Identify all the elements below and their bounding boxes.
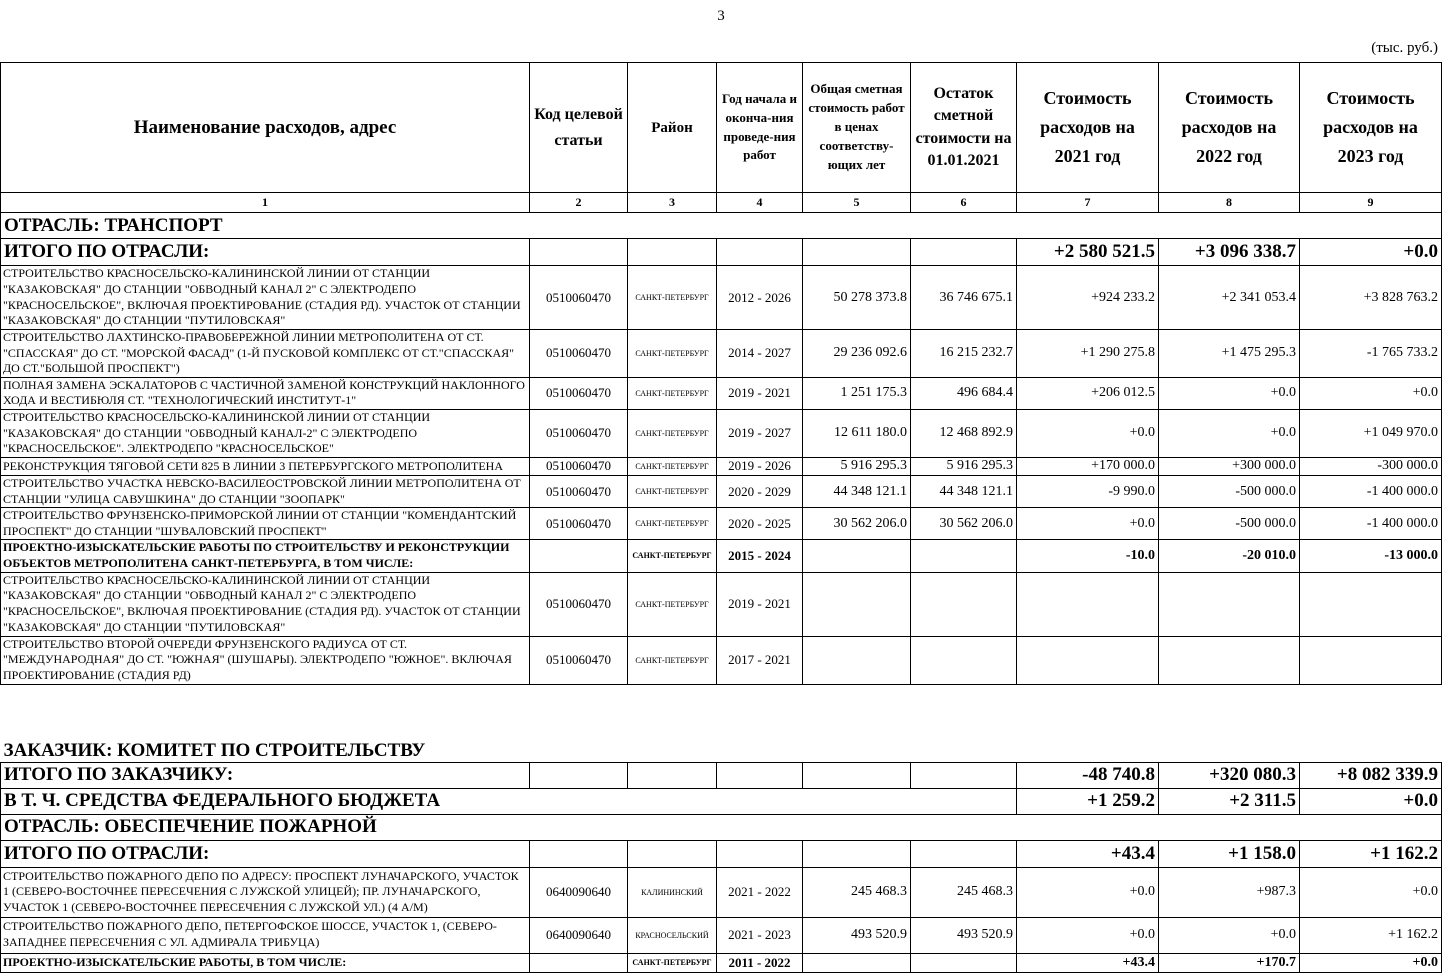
federal-label: В Т. Ч. СРЕДСТВА ФЕДЕРАЛЬНОГО БЮДЖЕТА	[1, 788, 1017, 814]
federal-row	[1, 788, 1442, 814]
pir-years: 2015 - 2024	[717, 540, 803, 572]
row-district: КРАСНОСЕЛЬСКИЙ	[628, 917, 717, 953]
table-row	[1, 409, 1442, 457]
customer-total-row	[1, 762, 1442, 788]
row-cost-2022: +987.3	[1159, 867, 1300, 917]
total-2022: +3 096 338.7	[1159, 239, 1300, 266]
customer-title: ЗАКАЗЧИК: КОМИТЕТ ПО СТРОИТЕЛЬСТВУ	[1, 684, 1442, 762]
row-years: 2021 - 2023	[717, 917, 803, 953]
row-district: САНКТ-ПЕТЕРБУРГ	[628, 266, 717, 330]
table-row	[1, 457, 1442, 475]
pir-2023: -13 000.0	[1300, 540, 1442, 572]
row-cost-2022: +0.0	[1159, 917, 1300, 953]
header-row	[1, 63, 1442, 193]
pir-fire-2022: +170.7	[1159, 953, 1300, 972]
row-cost-2023: -300 000.0	[1300, 457, 1442, 475]
col-2021-header: Стоимость расходов на 2021 год	[1017, 63, 1159, 193]
row-name: СТРОИТЕЛЬСТВО ВТОРОЙ ОЧЕРЕДИ ФРУНЗЕНСКОГО РАДИУСА ОТ СТ. "МЕЖДУНАРОДНАЯ" ДО СТ. "ЮЖНАЯ" (ШУШАРЫ). ЭЛЕКТРОДЕПО "ЮЖНОЕ". ВКЛЮЧАЯ ПРОЕКТИРОВАНИЕ (СТАДИЯ РД)	[1, 636, 530, 684]
table-row	[1, 917, 1442, 953]
row-district: КАЛИНИНСКИЙ	[628, 867, 717, 917]
federal-2022: +2 311.5	[1159, 788, 1300, 814]
total-2023: +0.0	[1300, 239, 1442, 266]
row-name: СТРОИТЕЛЬСТВО КРАСНОСЕЛЬСКО-КАЛИНИНСКОЙ ЛИНИИ ОТ СТАНЦИИ "КАЗАКОВСКАЯ" ДО СТАНЦИИ "ОБВОДНЫЙ КАНАЛ-2" С ЭЛЕКТРОДЕПО "КРАСНОСЕЛЬСКОЕ". ЭЛЕКТРОДЕПО "КРАСНОСЕЛЬСКОЕ"	[1, 409, 530, 457]
row-remaining-cost: 12 468 892.9	[911, 409, 1017, 457]
table-row	[1, 636, 1442, 684]
row-district: САНКТ-ПЕТЕРБУРГ	[628, 636, 717, 684]
row-district: САНКТ-ПЕТЕРБУРГ	[628, 572, 717, 636]
customer-total-2021: -48 740.8	[1017, 762, 1159, 788]
row-cost-2021	[1017, 636, 1159, 684]
row-years: 2019 - 2021	[717, 572, 803, 636]
row-total-cost: 29 236 092.6	[803, 330, 911, 378]
table-row	[1, 330, 1442, 378]
fire-total-label: ИТОГО ПО ОТРАСЛИ:	[1, 840, 530, 867]
row-cost-2023	[1300, 636, 1442, 684]
fire-total-row	[1, 840, 1442, 867]
row-cost-2022: +1 475 295.3	[1159, 330, 1300, 378]
row-total-cost: 44 348 121.1	[803, 475, 911, 507]
row-district: САНКТ-ПЕТЕРБУРГ	[628, 330, 717, 378]
fire-total-2023: +1 162.2	[1300, 840, 1442, 867]
row-code: 0640090640	[530, 867, 628, 917]
pir-2022: -20 010.0	[1159, 540, 1300, 572]
federal-2023: +0.0	[1300, 788, 1442, 814]
row-cost-2023: -1 400 000.0	[1300, 508, 1442, 540]
customer-total-2023: +8 082 339.9	[1300, 762, 1442, 788]
col-number: 7	[1017, 193, 1159, 213]
federal-2021: +1 259.2	[1017, 788, 1159, 814]
row-cost-2021: +0.0	[1017, 409, 1159, 457]
row-years: 2019 - 2026	[717, 457, 803, 475]
row-remaining-cost: 493 520.9	[911, 917, 1017, 953]
row-code: 0510060470	[530, 475, 628, 507]
section-row	[1, 814, 1442, 840]
row-years: 2020 - 2025	[717, 508, 803, 540]
col-2022-header: Стоимость расходов на 2022 год	[1159, 63, 1300, 193]
row-cost-2022: -500 000.0	[1159, 508, 1300, 540]
col-rest-header: Остаток сметной стоимости на 01.01.2021	[911, 63, 1017, 193]
row-cost-2021: +924 233.2	[1017, 266, 1159, 330]
section-transport-title: ОТРАСЛЬ: ТРАНСПОРТ	[1, 213, 1442, 239]
section-fire-title: ОТРАСЛЬ: ОБЕСПЕЧЕНИЕ ПОЖАРНОЙ	[1, 814, 1442, 840]
row-cost-2023: +3 828 763.2	[1300, 266, 1442, 330]
budget-table	[0, 62, 1442, 973]
row-code: 0510060470	[530, 572, 628, 636]
total-label: ИТОГО ПО ОТРАСЛИ:	[1, 239, 530, 266]
row-cost-2023: -1 765 733.2	[1300, 330, 1442, 378]
col-total-header: Общая сметная стоимость работ в ценах соответству-ющих лет	[803, 63, 911, 193]
row-district: САНКТ-ПЕТЕРБУРГ	[628, 508, 717, 540]
row-code: 0510060470	[530, 636, 628, 684]
pir-district: САНКТ-ПЕТЕРБУРГ	[628, 540, 717, 572]
col-number: 4	[717, 193, 803, 213]
row-remaining-cost: 245 468.3	[911, 867, 1017, 917]
pir-fire-row	[1, 953, 1442, 972]
row-cost-2021: +1 290 275.8	[1017, 330, 1159, 378]
pir-fire-years: 2011 - 2022	[717, 953, 803, 972]
table-row	[1, 867, 1442, 917]
row-cost-2022: +0.0	[1159, 409, 1300, 457]
customer-total-2022: +320 080.3	[1159, 762, 1300, 788]
row-remaining-cost: 496 684.4	[911, 377, 1017, 409]
row-district: САНКТ-ПЕТЕРБУРГ	[628, 475, 717, 507]
col-number: 8	[1159, 193, 1300, 213]
row-cost-2023	[1300, 572, 1442, 636]
row-code: 0510060470	[530, 377, 628, 409]
pir-fire-name: ПРОЕКТНО-ИЗЫСКАТЕЛЬСКИЕ РАБОТЫ, В ТОМ ЧИСЛЕ:	[1, 953, 530, 972]
pir-fire-2023: +0.0	[1300, 953, 1442, 972]
row-name: РЕКОНСТРУКЦИЯ ТЯГОВОЙ СЕТИ 825 В ЛИНИИ 3 ПЕТЕРБУРГСКОГО МЕТРОПОЛИТЕНА	[1, 457, 530, 475]
row-code: 0510060470	[530, 330, 628, 378]
row-remaining-cost: 30 562 206.0	[911, 508, 1017, 540]
row-remaining-cost	[911, 572, 1017, 636]
row-years: 2021 - 2022	[717, 867, 803, 917]
row-code: 0640090640	[530, 917, 628, 953]
units-label: (тыс. руб.)	[1371, 40, 1438, 56]
table-row	[1, 508, 1442, 540]
row-total-cost: 1 251 175.3	[803, 377, 911, 409]
column-numbers-row	[1, 193, 1442, 213]
col-name-header: Наименование расходов, адрес	[1, 63, 530, 193]
page-number: 3	[717, 8, 725, 24]
pir-row	[1, 540, 1442, 572]
table-row	[1, 266, 1442, 330]
row-code: 0510060470	[530, 457, 628, 475]
row-cost-2023: +0.0	[1300, 377, 1442, 409]
row-name: СТРОИТЕЛЬСТВО ПОЖАРНОГО ДЕПО ПО АДРЕСУ: ПРОСПЕКТ ЛУНАЧАРСКОГО, УЧАСТОК 1 (СЕВЕРО-ВОСТОЧНЕЕ ПЕРЕСЕЧЕНИЯ С ЛУЖСКОЙ УЛИЦЕЙ); ПР. ЛУНАЧАРСКОГО, УЧАСТОК 1 (СЕВЕРО-ВОСТОЧНЕЕ ПЕРЕСЕЧЕНИЯ С ЛУЖСКОЙ УЛ.) (4 А/М)	[1, 867, 530, 917]
pir-2021: -10.0	[1017, 540, 1159, 572]
row-years: 2019 - 2021	[717, 377, 803, 409]
row-cost-2023: -1 400 000.0	[1300, 475, 1442, 507]
row-name: СТРОИТЕЛЬСТВО ФРУНЗЕНСКО-ПРИМОРСКОЙ ЛИНИИ ОТ СТАНЦИИ "КОМЕНДАНТСКИЙ ПРОСПЕКТ" ДО СТАНЦИИ "ШУВАЛОВСКИЙ ПРОСПЕКТ"	[1, 508, 530, 540]
row-district: САНКТ-ПЕТЕРБУРГ	[628, 409, 717, 457]
row-name: СТРОИТЕЛЬСТВО УЧАСТКА НЕВСКО-ВАСИЛЕОСТРОВСКОЙ ЛИНИИ МЕТРОПОЛИТЕНА ОТ СТАНЦИИ "УЛИЦА САВУШКИНА" ДО СТАНЦИИ "ЗООПАРК"	[1, 475, 530, 507]
spacer-row	[1, 684, 1442, 762]
col-number: 9	[1300, 193, 1442, 213]
row-years: 2020 - 2029	[717, 475, 803, 507]
row-code: 0510060470	[530, 508, 628, 540]
row-name: ПОЛНАЯ ЗАМЕНА ЭСКАЛАТОРОВ С ЧАСТИЧНОЙ ЗАМЕНОЙ КОНСТРУКЦИЙ НАКЛОННОГО ХОДА И ВЕСТИБЮЛЯ СТ. "ТЕХНОЛОГИЧЕСКИЙ ИНСТИТУТ-1"	[1, 377, 530, 409]
row-cost-2021: +206 012.5	[1017, 377, 1159, 409]
row-name: СТРОИТЕЛЬСТВО ПОЖАРНОГО ДЕПО, ПЕТЕРГОФСКОЕ ШОССЕ, УЧАСТОК 1, (СЕВЕРО-ЗАПАДНЕЕ ПЕРЕСЕЧЕНИЯ С УЛ. АДМИРАЛА ТРИБУЦА)	[1, 917, 530, 953]
pir-name: ПРОЕКТНО-ИЗЫСКАТЕЛЬСКИЕ РАБОТЫ ПО СТРОИТЕЛЬСТВУ И РЕКОНСТРУКЦИИ ОБЪЕКТОВ МЕТРОПОЛИТЕНА САНКТ-ПЕТЕРБУРГА, В ТОМ ЧИСЛЕ:	[1, 540, 530, 572]
row-total-cost	[803, 636, 911, 684]
row-code: 0510060470	[530, 266, 628, 330]
row-years: 2017 - 2021	[717, 636, 803, 684]
row-name: СТРОИТЕЛЬСТВО КРАСНОСЕЛЬСКО-КАЛИНИНСКОЙ ЛИНИИ ОТ СТАНЦИИ "КАЗАКОВСКАЯ" ДО СТАНЦИИ "ОБВОДНЫЙ КАНАЛ 2" С ЭЛЕКТРОДЕПО "КРАСНОСЕЛЬСКОЕ", ВКЛЮЧАЯ ПРОЕКТИРОВАНИЕ (СТАДИЯ РД). УЧАСТОК ОТ СТАНЦИИ "КАЗАКОВСКАЯ" ДО СТАНЦИИ "ПУТИЛОВСКАЯ"	[1, 572, 530, 636]
table-row	[1, 572, 1442, 636]
col-number: 5	[803, 193, 911, 213]
row-cost-2022: +0.0	[1159, 377, 1300, 409]
customer-total-label: ИТОГО ПО ЗАКАЗЧИКУ:	[1, 762, 530, 788]
section-row	[1, 213, 1442, 239]
row-total-cost: 50 278 373.8	[803, 266, 911, 330]
row-remaining-cost	[911, 636, 1017, 684]
row-cost-2023: +1 162.2	[1300, 917, 1442, 953]
row-district: САНКТ-ПЕТЕРБУРГ	[628, 457, 717, 475]
col-number: 2	[530, 193, 628, 213]
row-cost-2021: +170 000.0	[1017, 457, 1159, 475]
row-cost-2021: +0.0	[1017, 508, 1159, 540]
row-code: 0510060470	[530, 409, 628, 457]
row-district: САНКТ-ПЕТЕРБУРГ	[628, 377, 717, 409]
row-cost-2021: +0.0	[1017, 917, 1159, 953]
table-row	[1, 377, 1442, 409]
col-number: 3	[628, 193, 717, 213]
col-years-header: Год начала и оконча-ния проведе-ния работ	[717, 63, 803, 193]
row-total-cost: 30 562 206.0	[803, 508, 911, 540]
row-cost-2022: +2 341 053.4	[1159, 266, 1300, 330]
col-number: 1	[1, 193, 530, 213]
total-2021: +2 580 521.5	[1017, 239, 1159, 266]
row-remaining-cost: 44 348 121.1	[911, 475, 1017, 507]
col-2023-header: Стоимость расходов на 2023 год	[1300, 63, 1442, 193]
row-cost-2023: +1 049 970.0	[1300, 409, 1442, 457]
row-total-cost	[803, 572, 911, 636]
table-row	[1, 475, 1442, 507]
fire-total-2021: +43.4	[1017, 840, 1159, 867]
col-code-header: Код целевой статьи	[530, 63, 628, 193]
row-years: 2012 - 2026	[717, 266, 803, 330]
col-district-header: Район	[628, 63, 717, 193]
row-cost-2022	[1159, 572, 1300, 636]
pir-fire-2021: +43.4	[1017, 953, 1159, 972]
row-total-cost: 12 611 180.0	[803, 409, 911, 457]
col-number: 6	[911, 193, 1017, 213]
total-row	[1, 239, 1442, 266]
row-cost-2022: +300 000.0	[1159, 457, 1300, 475]
row-remaining-cost: 36 746 675.1	[911, 266, 1017, 330]
row-cost-2021: -9 990.0	[1017, 475, 1159, 507]
row-cost-2021: +0.0	[1017, 867, 1159, 917]
row-years: 2019 - 2027	[717, 409, 803, 457]
row-years: 2014 - 2027	[717, 330, 803, 378]
row-name: СТРОИТЕЛЬСТВО ЛАХТИНСКО-ПРАВОБЕРЕЖНОЙ ЛИНИИ МЕТРОПОЛИТЕНА ОТ СТ. "СПАССКАЯ" ДО СТ. "МОРСКОЙ ФАСАД" (1-Й ПУСКОВОЙ КОМПЛЕКС ОТ СТ."СПАССКАЯ" ДО СТ."БОЛЬШОЙ ПРОСПЕКТ")	[1, 330, 530, 378]
row-cost-2023: +0.0	[1300, 867, 1442, 917]
row-total-cost: 5 916 295.3	[803, 457, 911, 475]
row-name: СТРОИТЕЛЬСТВО КРАСНОСЕЛЬСКО-КАЛИНИНСКОЙ ЛИНИИ ОТ СТАНЦИИ "КАЗАКОВСКАЯ" ДО СТАНЦИИ "ОБВОДНЫЙ КАНАЛ 2" С ЭЛЕКТРОДЕПО "КРАСНОСЕЛЬСКОЕ", ВКЛЮЧАЯ ПРОЕКТИРОВАНИЕ (СТАДИЯ РД). УЧАСТОК ОТ СТАНЦИИ "КАЗАКОВСКАЯ" ДО СТАНЦИИ "ПУТИЛОВСКАЯ"	[1, 266, 530, 330]
row-total-cost: 493 520.9	[803, 917, 911, 953]
row-remaining-cost: 5 916 295.3	[911, 457, 1017, 475]
row-cost-2022: -500 000.0	[1159, 475, 1300, 507]
row-total-cost: 245 468.3	[803, 867, 911, 917]
pir-fire-district: САНКТ-ПЕТЕРБУРГ	[628, 953, 717, 972]
row-cost-2021	[1017, 572, 1159, 636]
row-remaining-cost: 16 215 232.7	[911, 330, 1017, 378]
fire-total-2022: +1 158.0	[1159, 840, 1300, 867]
row-cost-2022	[1159, 636, 1300, 684]
